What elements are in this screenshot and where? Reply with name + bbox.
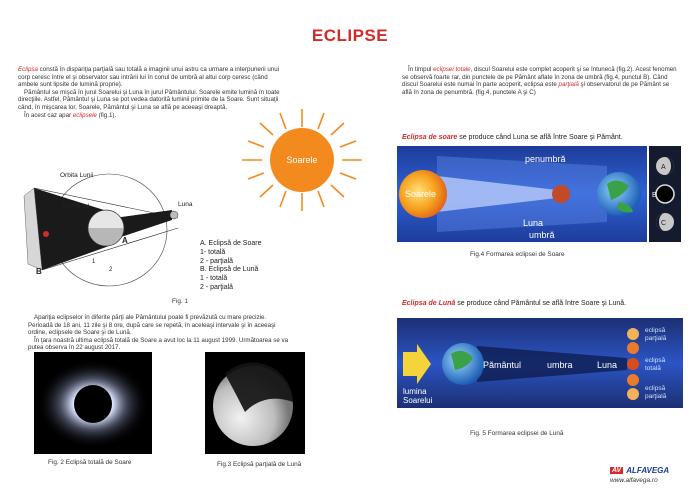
intro-motion: Pământul se mişcă în jurul Soarelui şi Luna în jurul Pământului. Soarele emite lumină în toate direcţiile. Astfel, Pământul şi Luna se pot vedea datorită luminii primite de la Soare. Sunt situaţii când, în mişcarea lor, Soarele, Pământul şi Luna se află pe aceeaşi dreaptă.	[18, 88, 280, 111]
partial-label-top: eclipsă	[645, 327, 666, 334]
total-label: eclipsă	[645, 357, 666, 364]
fig3-photo	[205, 352, 305, 454]
legend-item: B. Eclipsă de Lună	[200, 266, 259, 274]
orbit-label: Orbita Lunii	[60, 172, 94, 179]
fig2-caption: Fig. 2 Eclipsă totală de Soare	[48, 459, 132, 466]
fig4-diagram	[397, 146, 683, 242]
earth-label: Pământul	[62, 203, 90, 210]
fig4-penumbra-label: penumbră	[525, 154, 566, 164]
phase-c-label: C	[661, 220, 667, 227]
legend-item: 1 - totală	[200, 275, 228, 283]
fig2-photo	[34, 352, 152, 454]
fig5-light-label-2: Soarelui	[403, 396, 433, 405]
mark-a: A	[122, 236, 128, 245]
page-title: ECLIPSE	[311, 26, 389, 45]
intro-term: Eclipsa	[18, 66, 38, 73]
fig4-moon-label: Luna	[523, 218, 544, 228]
legend-item: 2 - parţială	[200, 257, 234, 265]
moon-disc-fig2	[74, 385, 112, 423]
moon-phase-4	[627, 374, 639, 386]
fig1-legend	[200, 240, 261, 293]
periodicity-paragraph	[28, 314, 290, 352]
lunar-eclipse-heading: Eclipsa de Lună se produce când Pământul se află între Soare şi Lună.	[402, 300, 627, 307]
mark-2: 2	[109, 267, 113, 273]
fig5-moon-label: Luna	[597, 360, 618, 370]
romania-eclipse-text: În ţara noastră ultima eclipsă totală de Soare a avut loc la 11 august 1999. Următoarea se va putea observa în 22 august 2017.	[28, 336, 289, 352]
fig4-umbra-label: umbră	[529, 230, 555, 240]
phase-a-label: A	[661, 164, 666, 171]
brand-logo: AV	[612, 467, 622, 474]
moon-phase-1	[627, 328, 639, 340]
legend-item: 1- totală	[200, 248, 226, 256]
brand-url[interactable]: www.alfavega.ro	[610, 477, 658, 484]
brand-name: ALFAVEGA	[626, 466, 670, 475]
fig3-caption: Fig.3 Eclipsă parţială de Lună	[217, 461, 302, 468]
intro-definition: Eclipsa constă în dispariţia parţială sau totală a imaginii unui astru ca urmare a interpunerii unui corp ceresc între el şi observator sau intrării lui în conul de umbră al altui corp ceresc (când ambele sunt lipsite de lumină proprie).	[18, 66, 280, 89]
mark-b: B	[36, 267, 42, 276]
fig5-umbra-label: umbra	[547, 360, 573, 370]
intro-conclusion: În acest caz apar eclipsele (fig.1).	[24, 111, 117, 119]
legend-item: 2 - parţială	[200, 283, 234, 291]
moon-phase-3	[627, 358, 639, 370]
total-label-2: totală	[645, 365, 661, 372]
total-eclipse-paragraph: În timpul eclipsei totale, discul Soarelui este complet acoperit şi se întunecă (fig.2). Acest fenomen se observă foarte rar, din punctele de pe Pământ aflate în zona de umbră (fig.4, punctul B). Când discul Soarelui este numai în parte acoperit, eclipsa este parţială şi observatorul de pe Pământ se află în zona de penumbră. (fig.4, punctele A şi C)	[402, 66, 677, 96]
fig4-moon	[552, 185, 570, 203]
partial-label-bottom: eclipsă	[645, 385, 666, 392]
mark-1: 1	[92, 259, 96, 265]
partial-label-bottom-2: parţială	[645, 393, 667, 400]
fig1-moon-label: Luna	[178, 201, 193, 208]
moon-phase-5	[627, 388, 639, 400]
fig1-diagram	[14, 168, 199, 293]
fig5-diagram	[397, 318, 683, 408]
fig5-earth-label: Pământul	[483, 360, 522, 370]
fig4-sun-label: Soarele	[405, 189, 437, 199]
legend-item: A. Eclipsă de Soare	[200, 240, 262, 247]
sun-illustration	[232, 105, 372, 215]
solar-eclipse-heading: Eclipsa de soare se produce când Luna se află între Soare şi Pământ.	[402, 134, 623, 141]
fig5-caption: Fig. 5 Formarea eclipsei de Lună	[470, 430, 564, 437]
moon-phase-2	[627, 342, 639, 354]
partial-label-top-2: parţială	[645, 335, 667, 342]
moon-disc-fig1	[170, 211, 178, 219]
periodicity-text: Apariţia eclipselor în diferite părţi ale Pământului poate fi prevăzută cu mare precizie. Perioadă de 18 ani, 11 zile şi 8 ore, după care se repetă, în aceleaşi intervale şi în aceeaşi ordine, eclipsele de Soare şi de Lună.	[28, 314, 276, 337]
brand-block	[610, 466, 694, 484]
sun-label: Soarele	[286, 155, 318, 165]
fig1-caption: Fig. 1	[172, 298, 188, 305]
phase-b-label: B	[652, 192, 657, 199]
fig4-caption: Fig.4 Formarea eclipsei de Soare	[470, 251, 565, 258]
fig5-light-label: lumina	[403, 387, 427, 396]
